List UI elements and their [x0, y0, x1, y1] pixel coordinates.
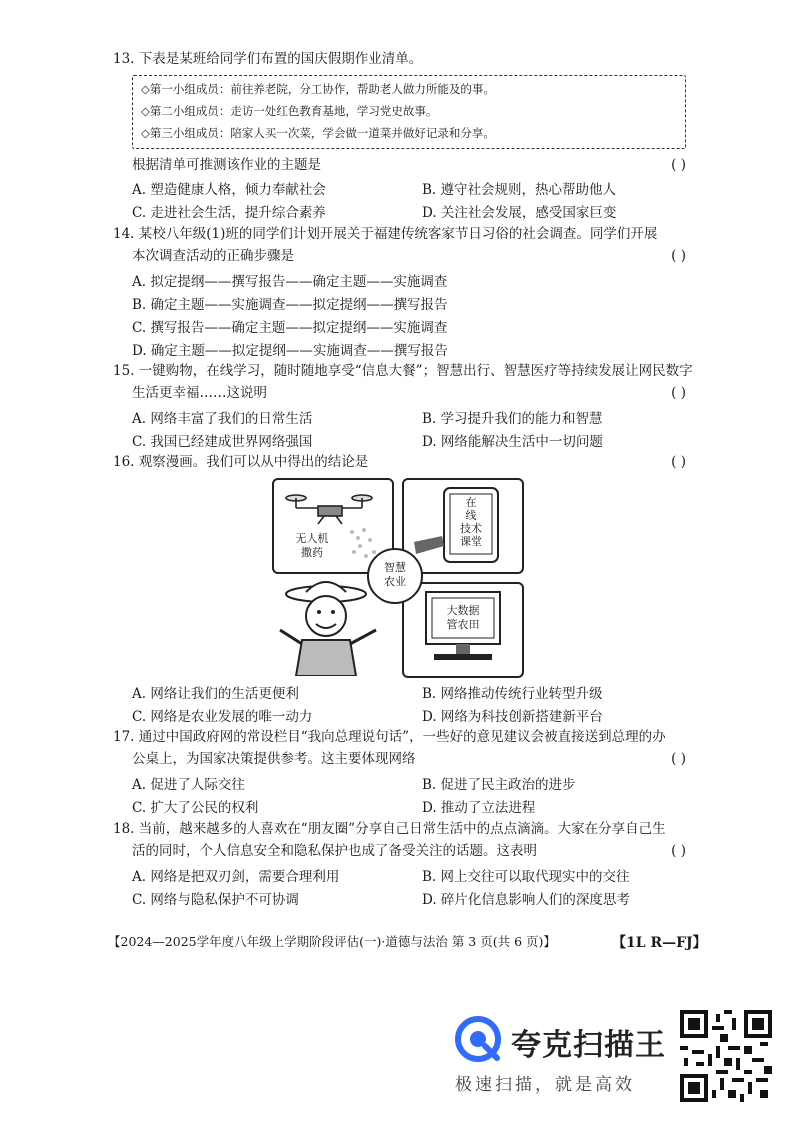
drone-label-line-2: 撒药 [301, 546, 323, 559]
quark-logo-icon [455, 1016, 501, 1062]
bubble-text-1: 智慧 [384, 561, 406, 574]
q18-option-b: B. 网上交往可以取代现实中的交往 [422, 869, 630, 885]
monitor-text-1: 大数据 [446, 604, 480, 617]
q15-stem-line-2: 生活更幸福……这说明 [132, 385, 267, 401]
q17-stem-line-1: 17. 通过中国政府网的常设栏目“我向总理说句话”，一些好的意见建议会被直接送到总理的办 [113, 729, 666, 745]
q16-option-b: B. 网络推动传统行业转型升级 [422, 686, 603, 702]
q14-option-a: A. 拟定提纲——撰写报告——确定主题——实施调查 [132, 274, 448, 290]
tablet-text-1: 在 [465, 496, 477, 509]
q14-answer-bracket: ( ) [671, 248, 686, 264]
q13-answer-bracket: ( ) [671, 157, 686, 173]
q15-option-a: A. 网络丰富了我们的日常生活 [132, 411, 313, 427]
q16-option-c: C. 网络是农业发展的唯一动力 [132, 709, 313, 725]
q14-option-d: D. 确定主题——拟定提纲——实施调查——撰写报告 [132, 343, 448, 359]
q13-option-c: C. 走进社会生活，提升综合素养 [132, 205, 326, 221]
q16-stem: 16. 观察漫画。我们可以从中得出的结论是 [113, 454, 369, 470]
q18-option-c: C. 网络与隐私保护不可协调 [132, 892, 299, 908]
q18-option-a: A. 网络是把双刃剑，需要合理利用 [132, 869, 340, 885]
q13-stem: 13. 下表是某班给同学们布置的国庆假期作业清单。 [113, 51, 423, 67]
q16-option-a: A. 网络让我们的生活更便利 [132, 686, 299, 702]
scanner-slogan: 极速扫描，就是高效 [455, 1075, 635, 1095]
q16-option-d: D. 网络为科技创新搭建新平台 [422, 709, 603, 725]
q13-list-item-1: ◇第一小组成员：前往养老院，分工协作，帮助老人做力所能及的事。 [141, 82, 495, 96]
tablet-text-2: 线 [465, 509, 477, 522]
footer-exam-info: 【2024—2025学年度八年级上学期阶段评估(一)·道德与法治 第 3 页(共 6 页)】 [108, 934, 556, 949]
q18-stem-line-2: 活的同时，个人信息安全和隐私保护也成了备受关注的话题。这表明 [132, 843, 537, 859]
comic-panel-monitor [402, 582, 524, 678]
q15-stem-line-1: 15. 一键购物，在线学习，随时随地享受“信息大餐”；智慧出行、智慧医疗等持续发展让网民数字 [113, 363, 693, 379]
monitor-text-2: 管农田 [446, 618, 480, 631]
smart-agriculture-comic [272, 478, 522, 676]
q17-answer-bracket: ( ) [671, 751, 686, 767]
q13-list-item-2: ◇第二小组成员：走访一处红色教育基地，学习党史故事。 [141, 104, 438, 118]
qr-code-icon [680, 1010, 772, 1102]
q16-answer-bracket: ( ) [671, 454, 686, 470]
q18-answer-bracket: ( ) [671, 843, 686, 859]
q14-stem-line-1: 14. 某校八年级(1)班的同学们计划开展关于福建传统客家节日习俗的社会调查。同学们开展 [113, 226, 658, 242]
q13-option-d: D. 关注社会发展，感受国家巨变 [422, 205, 617, 221]
bubble-text-2: 农业 [384, 575, 406, 588]
q13-homework-list [132, 75, 686, 149]
q15-option-c: C. 我国已经建成世界网络强国 [132, 434, 313, 450]
q17-option-c: C. 扩大了公民的权利 [132, 800, 259, 816]
q13-list-item-3: ◇第三小组成员：陪家人买一次菜，学会做一道菜并做好记录和分享。 [141, 126, 495, 140]
q15-option-b: B. 学习提升我们的能力和智慧 [422, 411, 603, 427]
q15-option-d: D. 网络能解决生活中一切问题 [422, 434, 603, 450]
q13-option-a: A. 塑造健康人格，倾力奉献社会 [132, 182, 326, 198]
tablet-text-4: 课堂 [460, 535, 482, 548]
q13-question: 根据清单可推测该作业的主题是 [132, 157, 321, 173]
q13-option-b: B. 遵守社会规则，热心帮助他人 [422, 182, 617, 198]
q17-stem-line-2: 公桌上，为国家决策提供参考。这主要体现网络 [132, 751, 416, 767]
scanner-app-name: 夸克扫描王 [511, 1028, 666, 1063]
q14-option-c: C. 撰写报告——确定主题——拟定提纲——实施调查 [132, 320, 448, 336]
tablet-text-3: 技术 [460, 522, 482, 535]
q17-option-b: B. 促进了民主政治的进步 [422, 777, 576, 793]
q15-answer-bracket: ( ) [671, 385, 686, 401]
footer-code: 【1L R—FJ】 [612, 935, 707, 951]
q17-option-d: D. 推动了立法进程 [422, 800, 536, 816]
q17-option-a: A. 促进了人际交往 [132, 777, 245, 793]
q14-stem-line-2: 本次调查活动的正确步骤是 [132, 248, 294, 264]
scanner-watermark [455, 1012, 675, 1095]
comic-panel-tablet [402, 478, 524, 574]
q14-option-b: B. 确定主题——实施调查——拟定提纲——撰写报告 [132, 297, 448, 313]
q18-option-d: D. 碎片化信息影响人们的深度思考 [422, 892, 630, 908]
drone-label-line-1: 无人机 [295, 532, 329, 545]
q18-stem-line-1: 18. 当前，越来越多的人喜欢在“朋友圈”分享自己日常生活中的点点滴滴。大家在分享自己生 [113, 821, 666, 837]
smart-agriculture-bubble [367, 548, 423, 604]
